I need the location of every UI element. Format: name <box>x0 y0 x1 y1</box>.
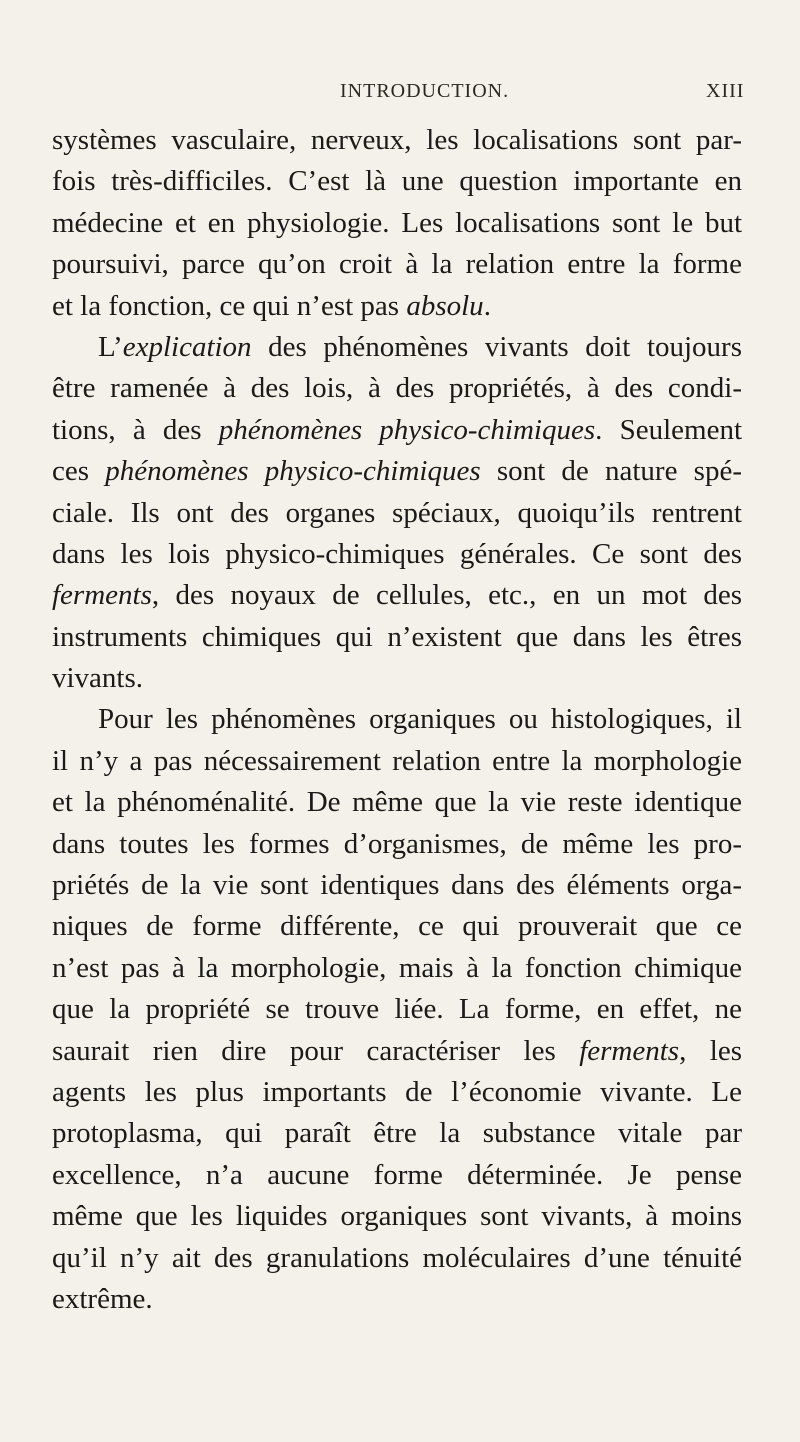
body-text <box>52 120 742 1320</box>
text-line: agents les plus importants de l’économie vivante. Le <box>52 1075 742 1108</box>
text-line: L’explication des phénomènes vivants doit toujours <box>98 330 742 363</box>
text-line: dans les lois physico-chimiques générales. Ce sont des <box>52 537 742 570</box>
text-line: être ramenée à des lois, à des propriétés, à des condi- <box>52 372 742 405</box>
text-line: et la fonction, ce qui n’est pas absolu. <box>52 289 491 322</box>
text-line: même que les liquides organiques sont vivants, à moins <box>52 1200 742 1233</box>
text-line: ferments, des noyaux de cellules, etc., en un mot des <box>52 579 742 612</box>
text-line: tions, à des phénomènes physico-chimiques. Seulement <box>52 413 742 446</box>
text-line: extrême. <box>52 1282 153 1315</box>
text-line: ciale. Ils ont des organes spéciaux, quoiqu’ils rentrent <box>52 496 742 529</box>
text-line: il n’y a pas nécessairement relation entre la morphologie <box>52 744 742 777</box>
text-line: qu’il n’y ait des granulations moléculaires d’une ténuité <box>52 1241 742 1274</box>
text-line: priétés de la vie sont identiques dans des éléments orga- <box>52 869 742 902</box>
text-line: vivants. <box>52 662 144 695</box>
text-line: n’est pas à la morphologie, mais à la fonction chimique <box>52 951 742 984</box>
page-number: XIII <box>706 80 745 102</box>
text-line: ces phénomènes physico-chimiques sont de nature spé- <box>52 455 742 488</box>
text-line: médecine et en physiologie. Les localisations sont le but <box>52 206 742 239</box>
text-line: saurait rien dire pour caractériser les ferments, les <box>52 1034 743 1067</box>
text-line: fois très-difficiles. C’est là une question importante en <box>52 165 742 198</box>
text-line: systèmes vasculaire, nerveux, les localisations sont par- <box>52 124 742 156</box>
text-line: protoplasma, qui paraît être la substance vitale par <box>52 1117 742 1150</box>
text-line: poursuivi, parce qu’on croit à la relation entre la forme <box>52 248 742 281</box>
text-line: que la propriété se trouve liée. La forme, en effet, ne <box>52 993 742 1026</box>
text-line: excellence, n’a aucune forme déterminée. Je pense <box>52 1158 742 1191</box>
page-header <box>0 80 800 110</box>
text-line: dans toutes les formes d’organismes, de même les pro- <box>52 827 742 860</box>
running-title: INTRODUCTION. <box>340 80 510 102</box>
text-line: et la phénoménalité. De même que la vie reste identique <box>52 786 742 819</box>
text-line: niques de forme différente, ce qui prouverait que ce <box>52 910 742 943</box>
text-line: Pour les phénomènes organiques ou histologiques, il <box>98 703 742 736</box>
text-line: instruments chimiques qui n’existent que dans les êtres <box>52 620 742 653</box>
